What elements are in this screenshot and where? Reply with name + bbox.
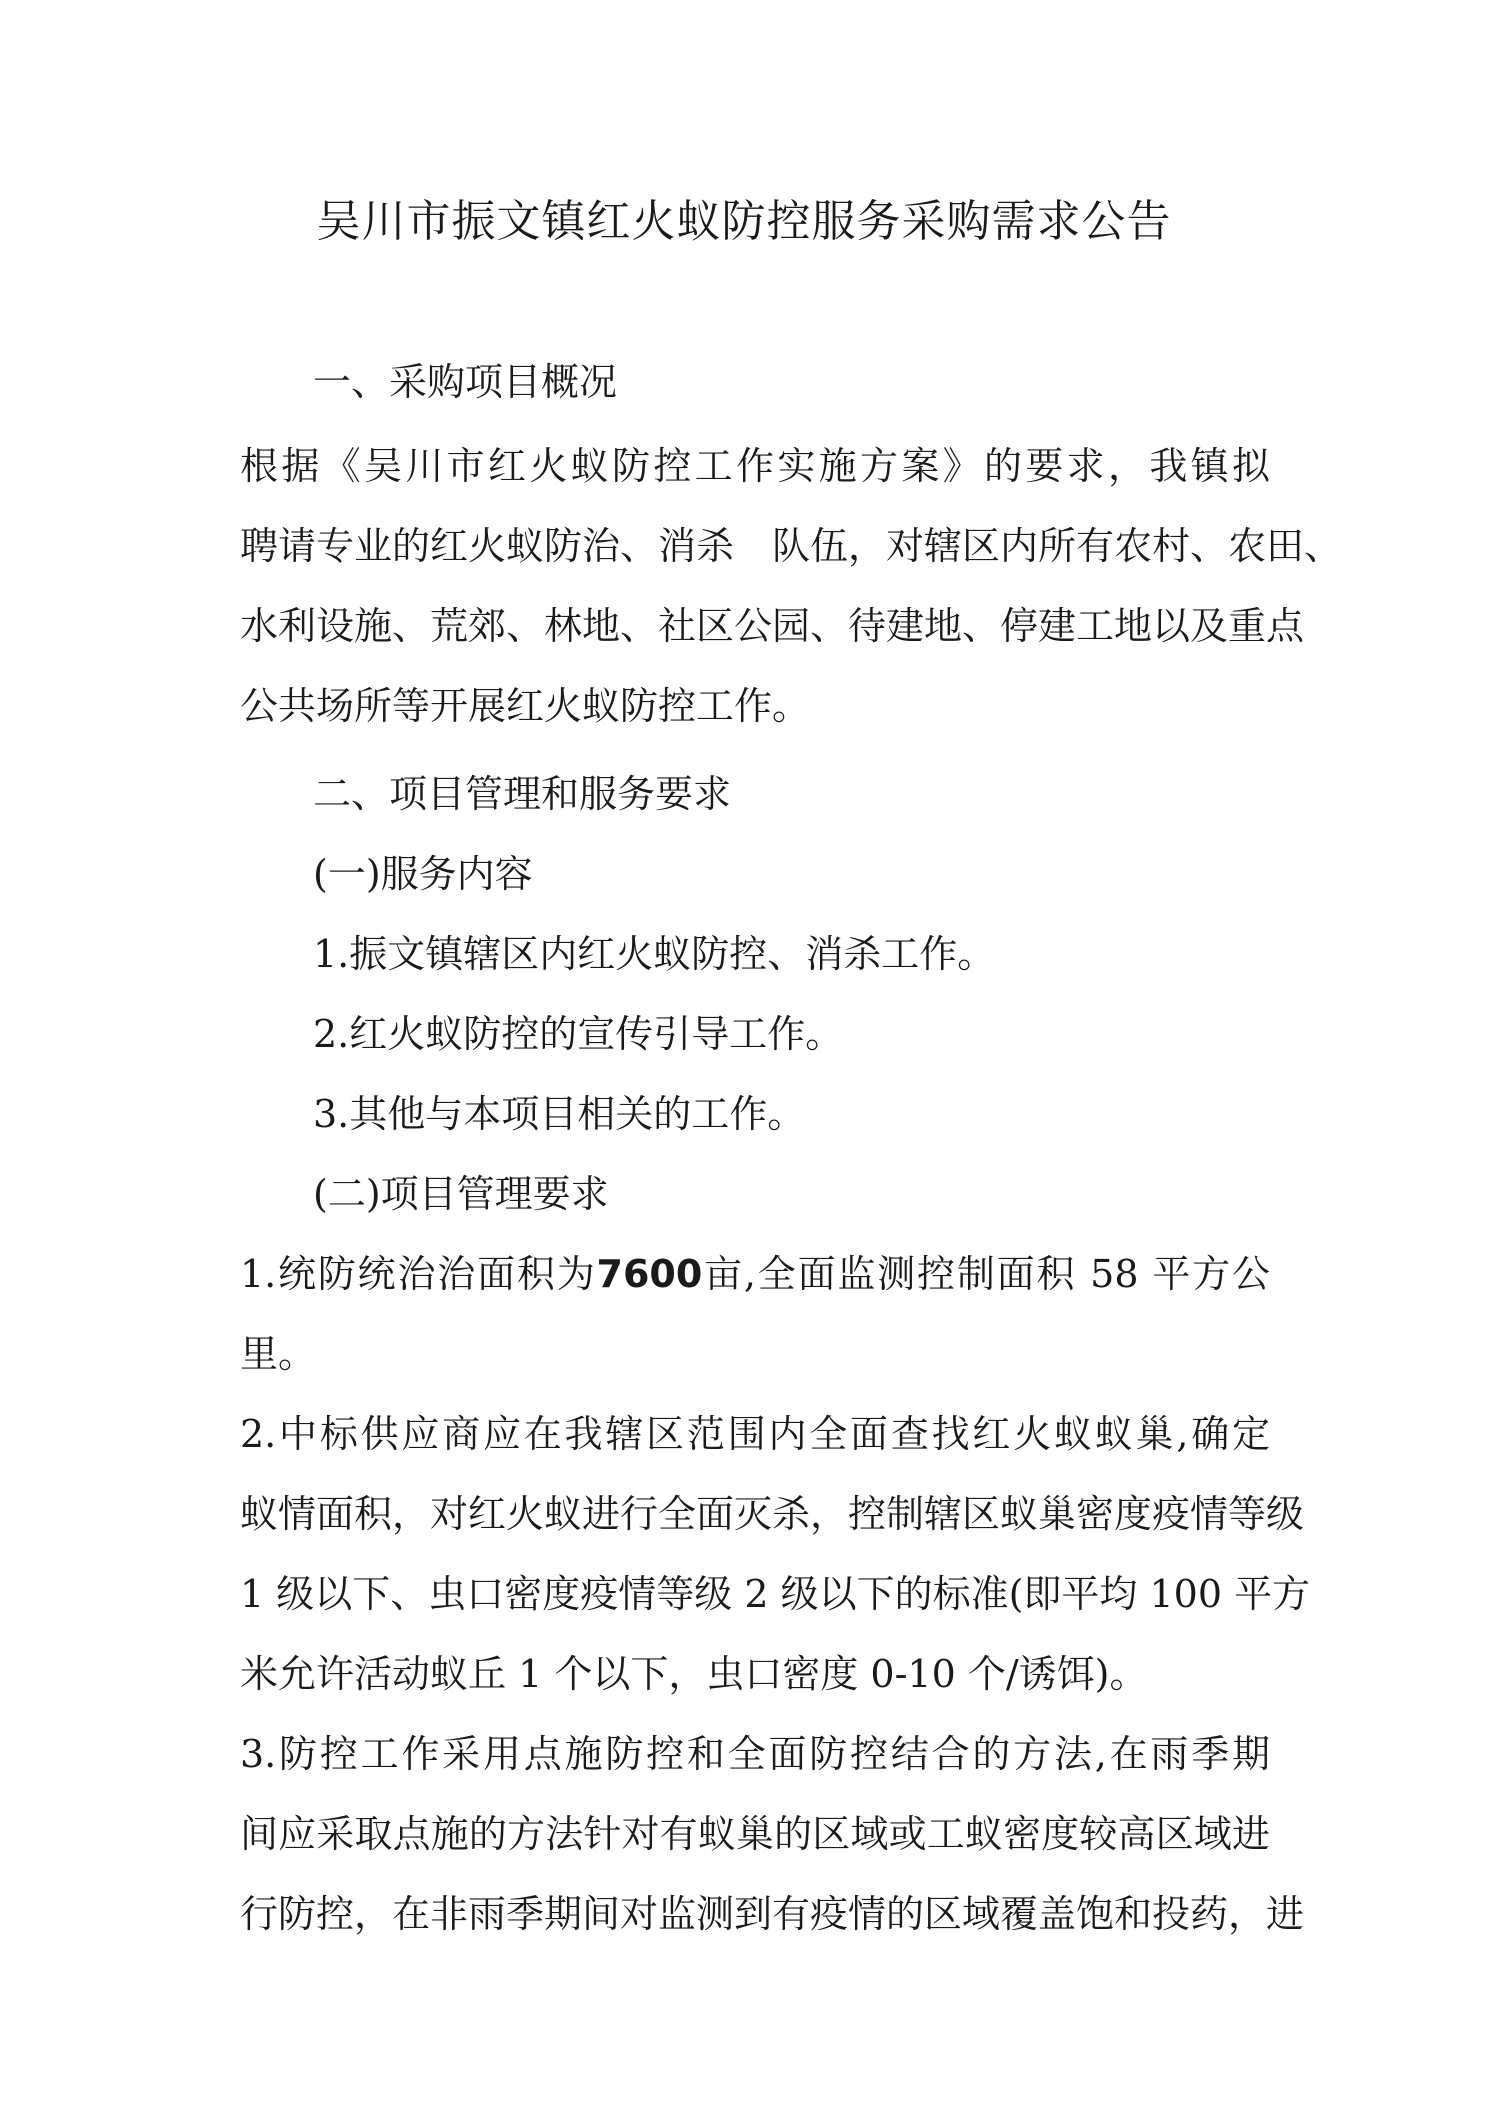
subsection-heading: (二)项目管理要求 [313,1172,609,1216]
paragraph-line: 3.防控工作采用点施防控和全面防控结合的方法,在雨季期 [240,1732,1270,1776]
subsection-heading: (一)服务内容 [313,852,533,896]
item-text: 1.统防统治治面积为 [240,1252,597,1296]
paragraph-line: 蚁情面积，对红火蚁进行全面灭杀，控制辖区蚁巢密度疫情等级 [240,1492,1305,1536]
paragraph-line: 聘请专业的红火蚁防治、消杀 队伍，对辖区内所有农村、农田、 [240,524,1343,568]
section-heading: 一、采购项目概况 [313,360,618,404]
paragraph-line: 水利设施、荒郊、林地、社区公园、待建地、停建工地以及重点 [240,604,1305,648]
section-heading: 二、项目管理和服务要求 [313,772,732,816]
paragraph-line: 根据《吴川市红火蚁防控工作实施方案》的要求，我镇拟 [240,444,1270,488]
paragraph-line: 行防控，在非雨季期间对监测到有疫情的区域覆盖饱和投药，进 [240,1892,1305,1936]
list-item [240,1248,1270,1300]
list-item: 1.振文镇辖区内红火蚁防控、消杀工作。 [313,932,996,976]
paragraph-line: 2.中标供应商应在我辖区范围内全面查找红火蚁蚁巢,确定 [240,1412,1270,1456]
area-number: 7600 [596,1252,703,1296]
paragraph-line: 1 级以下、虫口密度疫情等级 2 级以下的标准(即平均 100 平方 [240,1572,1311,1616]
paragraph-line: 间应采取点施的方法针对有蚁巢的区域或工蚁密度较高区域进 [240,1812,1270,1856]
paragraph-line: 里。 [240,1332,317,1376]
list-item: 3.其他与本项目相关的工作。 [313,1092,806,1136]
item-text: 亩,全面监测控制面积 58 平方公 [702,1252,1270,1296]
paragraph-line: 米允许活动蚁丘 1 个以下，虫口密度 0-10 个/诱饵)。 [240,1652,1148,1696]
document-title: 吴川市振文镇红火蚁防控服务采购需求公告 [316,196,1172,247]
list-item: 2.红火蚁防控的宣传引导工作。 [313,1012,844,1056]
paragraph-line: 公共场所等开展红火蚁防控工作。 [240,684,811,728]
